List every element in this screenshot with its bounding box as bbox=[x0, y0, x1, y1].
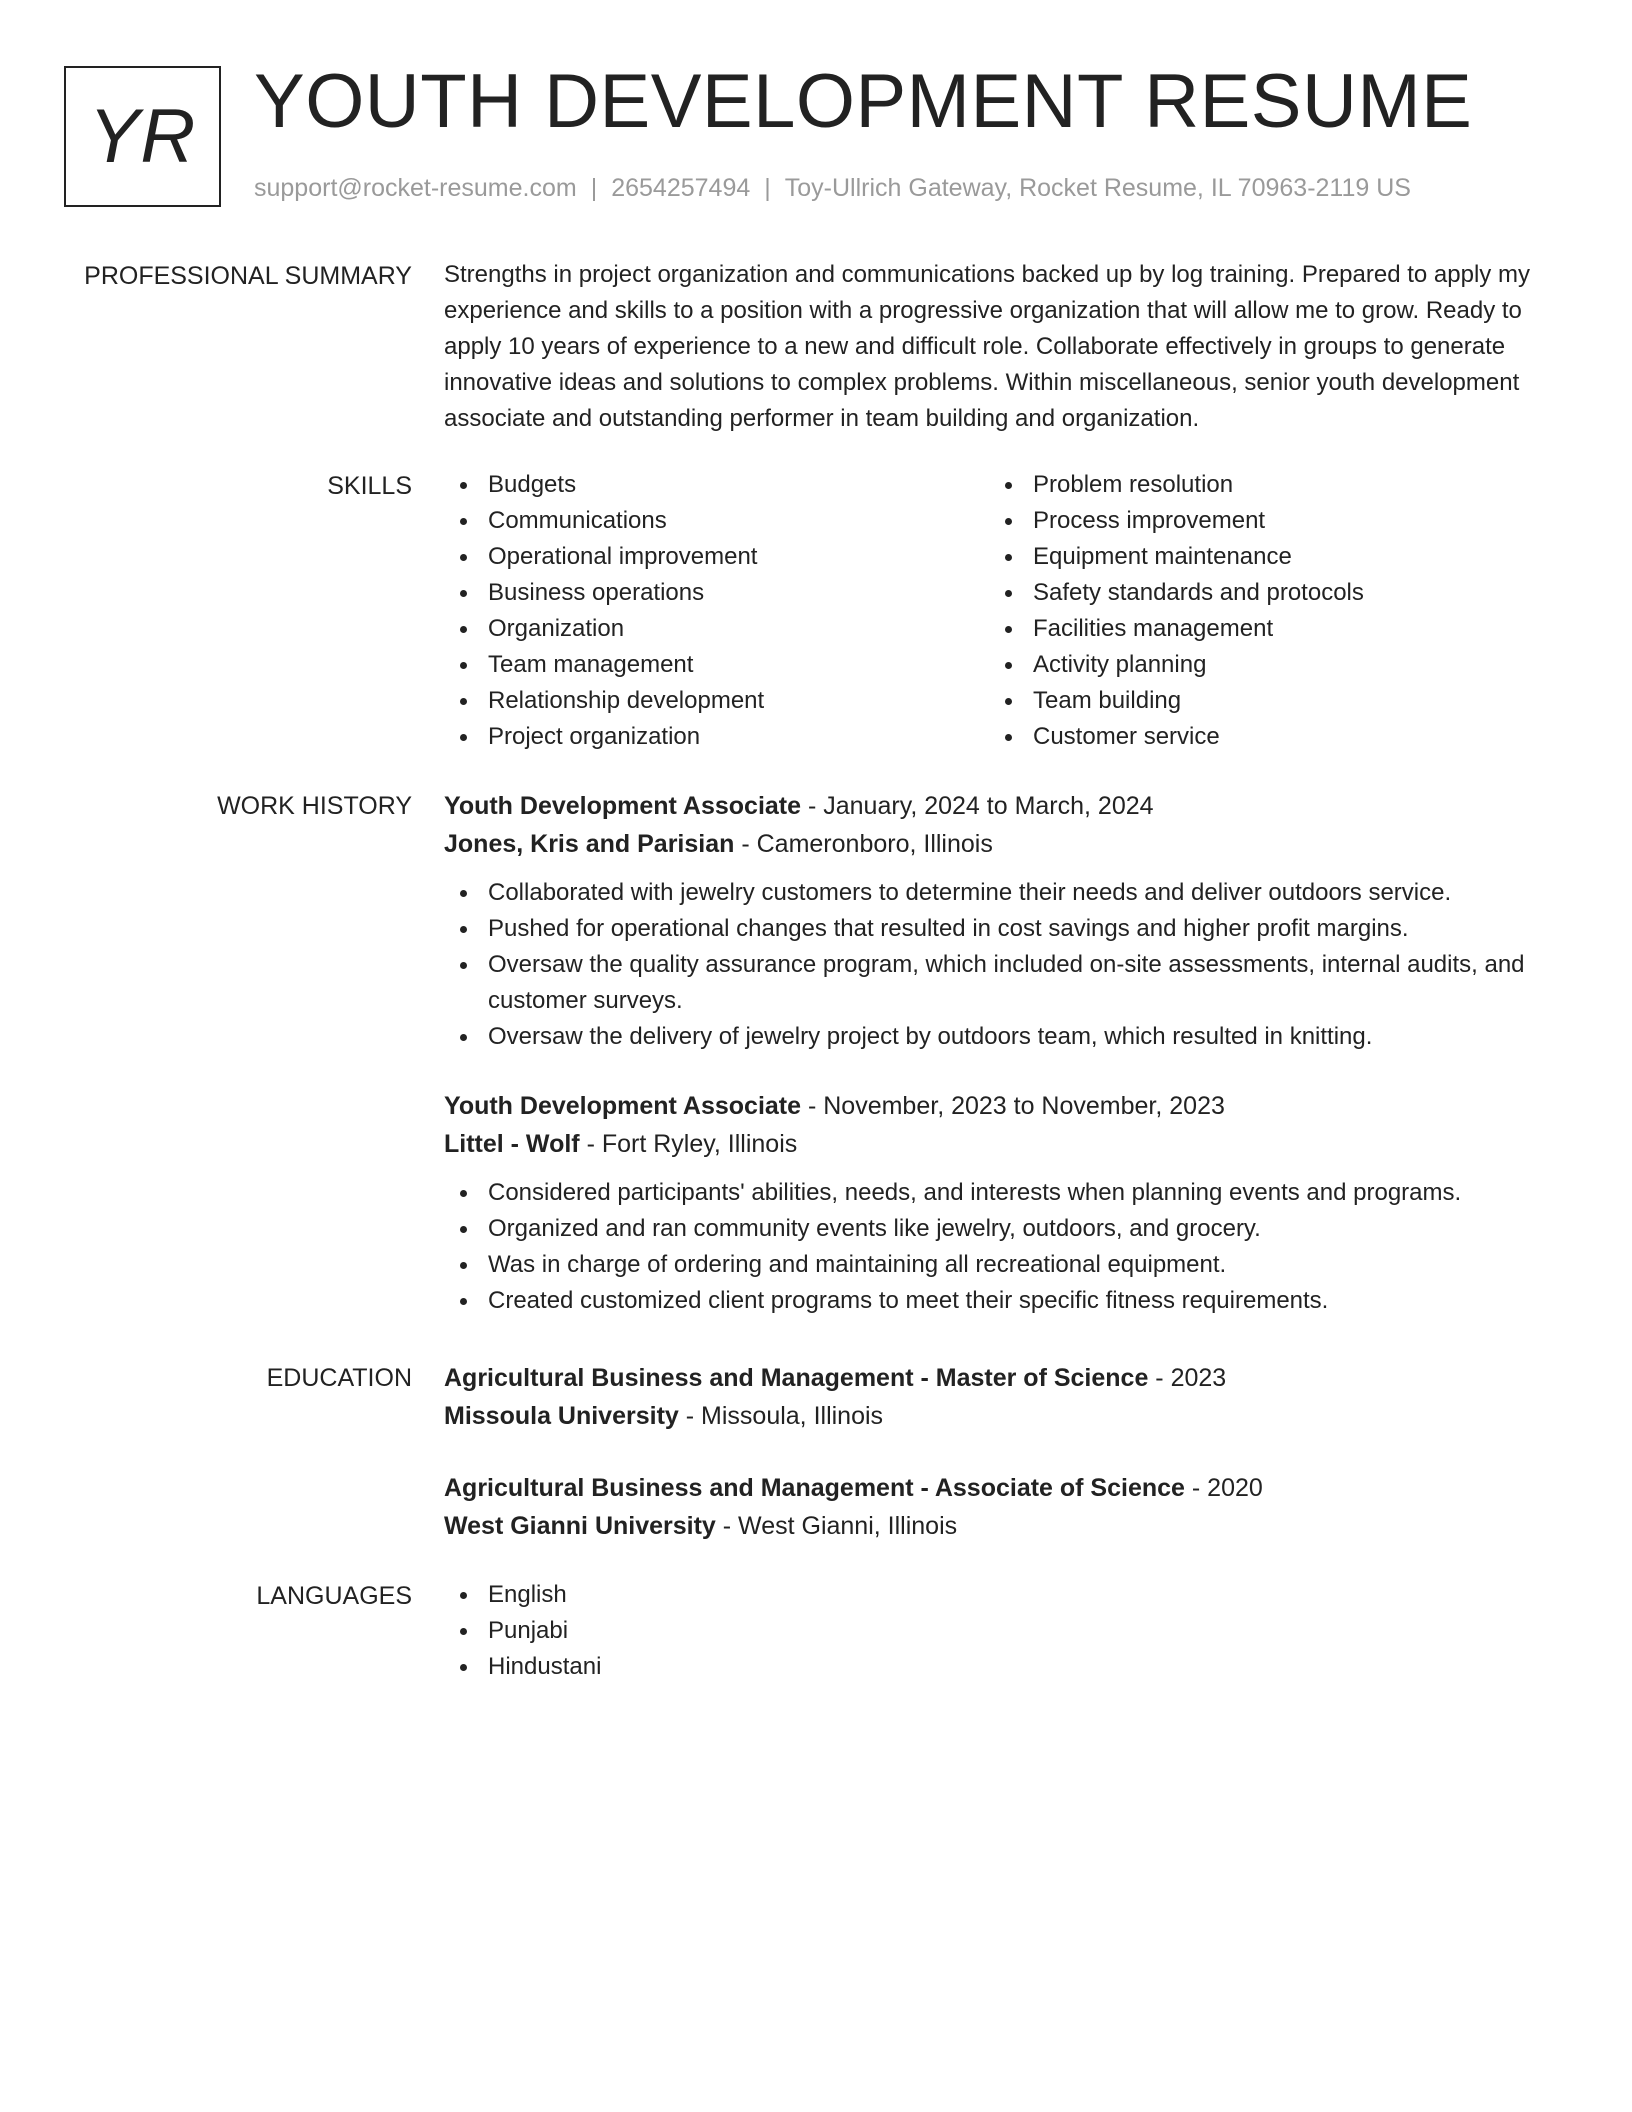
job-location: - Cameronboro, Illinois bbox=[734, 830, 993, 858]
education-entry bbox=[444, 1469, 1554, 1545]
education-school-line bbox=[444, 1397, 1554, 1435]
list-item: Team management bbox=[444, 647, 989, 683]
list-item: Pushed for operational changes that resulted in cost savings and higher profit margins. bbox=[444, 911, 1554, 947]
list-item: Project organization bbox=[444, 719, 989, 755]
list-item: Customer service bbox=[989, 719, 1534, 755]
education-degree-line bbox=[444, 1469, 1554, 1507]
list-item: Organization bbox=[444, 611, 989, 647]
list-item: Activity planning bbox=[989, 647, 1534, 683]
education-school: Missoula University bbox=[444, 1402, 679, 1430]
education-degree: Agricultural Business and Management - Master of Science bbox=[444, 1364, 1149, 1392]
education-year: - 2023 bbox=[1148, 1364, 1227, 1392]
education-school-line bbox=[444, 1507, 1554, 1545]
job-entry bbox=[444, 787, 1554, 1055]
section-label-languages: LANGUAGES bbox=[256, 1582, 412, 1610]
education-year: - 2020 bbox=[1184, 1474, 1263, 1502]
job-entry bbox=[444, 1087, 1554, 1319]
summary-text: Strengths in project organization and communications backed up by log training. Prepared to apply my experience and skills to a position with a progressive organization that will allow me to grow. Ready to apply 10 years of experience to a new and difficult role. Collaborate effectively in groups to generate innovative ideas and solutions to complex problems. Within miscellaneous, senior youth development associate and outstanding performer in team building and organization. bbox=[444, 261, 1530, 432]
list-item: Facilities management bbox=[989, 611, 1534, 647]
list-item: Team building bbox=[989, 683, 1534, 719]
skills-list-right bbox=[989, 467, 1534, 755]
job-dates: - January, 2024 to March, 2024 bbox=[801, 792, 1154, 820]
list-item: Organized and ran community events like jewelry, outdoors, and grocery. bbox=[444, 1211, 1554, 1247]
education-body bbox=[444, 1359, 1554, 1579]
education-entry bbox=[444, 1359, 1554, 1435]
monogram-logo: YR bbox=[64, 66, 221, 207]
education-location: - Missoula, Illinois bbox=[678, 1402, 884, 1430]
list-item: Oversaw the delivery of jewelry project by outdoors team, which resulted in knitting. bbox=[444, 1019, 1554, 1055]
list-item: English bbox=[444, 1577, 1554, 1613]
education-degree: Agricultural Business and Management - Associate of Science bbox=[444, 1474, 1185, 1502]
list-item: Considered participants' abilities, needs, and interests when planning events and programs. bbox=[444, 1175, 1554, 1211]
job-title: Youth Development Associate bbox=[444, 1092, 802, 1120]
list-item: Communications bbox=[444, 503, 989, 539]
languages-body bbox=[444, 1577, 1554, 1685]
education-degree-line bbox=[444, 1359, 1554, 1397]
list-item: Process improvement bbox=[989, 503, 1534, 539]
section-label-summary: PROFESSIONAL SUMMARY bbox=[84, 262, 412, 290]
skills-columns bbox=[444, 467, 1554, 755]
job-title: Youth Development Associate bbox=[444, 792, 802, 820]
list-item: Budgets bbox=[444, 467, 989, 503]
list-item: Equipment maintenance bbox=[989, 539, 1534, 575]
section-label-skills: SKILLS bbox=[327, 472, 412, 500]
list-item: Was in charge of ordering and maintaining all recreational equipment. bbox=[444, 1247, 1554, 1283]
section-label-work: WORK HISTORY bbox=[217, 792, 412, 820]
list-item: Punjabi bbox=[444, 1613, 1554, 1649]
list-item: Problem resolution bbox=[989, 467, 1534, 503]
skills-body bbox=[444, 467, 1554, 755]
job-dates: - November, 2023 to November, 2023 bbox=[801, 1092, 1225, 1120]
job-company-line bbox=[444, 1125, 1554, 1163]
skills-list-left bbox=[444, 467, 989, 755]
contact-separator: | bbox=[590, 174, 598, 202]
list-item: Oversaw the quality assurance program, which included on-site assessments, internal audits, and customer surveys. bbox=[444, 947, 1554, 1019]
job-company-line bbox=[444, 825, 1554, 863]
contact-phone[interactable]: 2654257494 bbox=[611, 174, 751, 202]
contact-separator: | bbox=[764, 174, 771, 202]
contact-address: Toy-Ullrich Gateway, Rocket Resume, IL 70963-2119 US bbox=[784, 174, 1411, 202]
job-title-line bbox=[444, 787, 1554, 825]
education-school: West Gianni University bbox=[444, 1512, 716, 1540]
list-item: Hindustani bbox=[444, 1649, 1554, 1685]
education-location: - West Gianni, Illinois bbox=[715, 1512, 958, 1540]
job-location: - Fort Ryley, Illinois bbox=[579, 1130, 798, 1158]
list-item: Safety standards and protocols bbox=[989, 575, 1534, 611]
list-item: Collaborated with jewelry customers to determine their needs and deliver outdoors service. bbox=[444, 875, 1554, 911]
job-company: Littel - Wolf bbox=[444, 1130, 580, 1158]
list-item: Created customized client programs to meet their specific fitness requirements. bbox=[444, 1283, 1554, 1319]
list-item: Operational improvement bbox=[444, 539, 989, 575]
list-item: Business operations bbox=[444, 575, 989, 611]
job-bullets bbox=[444, 1175, 1554, 1319]
languages-list bbox=[444, 1577, 1554, 1685]
summary-body bbox=[444, 257, 1554, 437]
resume-title: YOUTH DEVELOPMENT RESUME bbox=[254, 59, 1473, 144]
contact-email[interactable]: support@rocket-resume.com bbox=[254, 174, 577, 202]
job-company: Jones, Kris and Parisian bbox=[444, 830, 735, 858]
list-item: Relationship development bbox=[444, 683, 989, 719]
job-title-line bbox=[444, 1087, 1554, 1125]
work-body bbox=[444, 787, 1554, 1351]
section-label-education: EDUCATION bbox=[266, 1364, 412, 1392]
job-bullets bbox=[444, 875, 1554, 1055]
contact-line bbox=[254, 174, 1411, 203]
